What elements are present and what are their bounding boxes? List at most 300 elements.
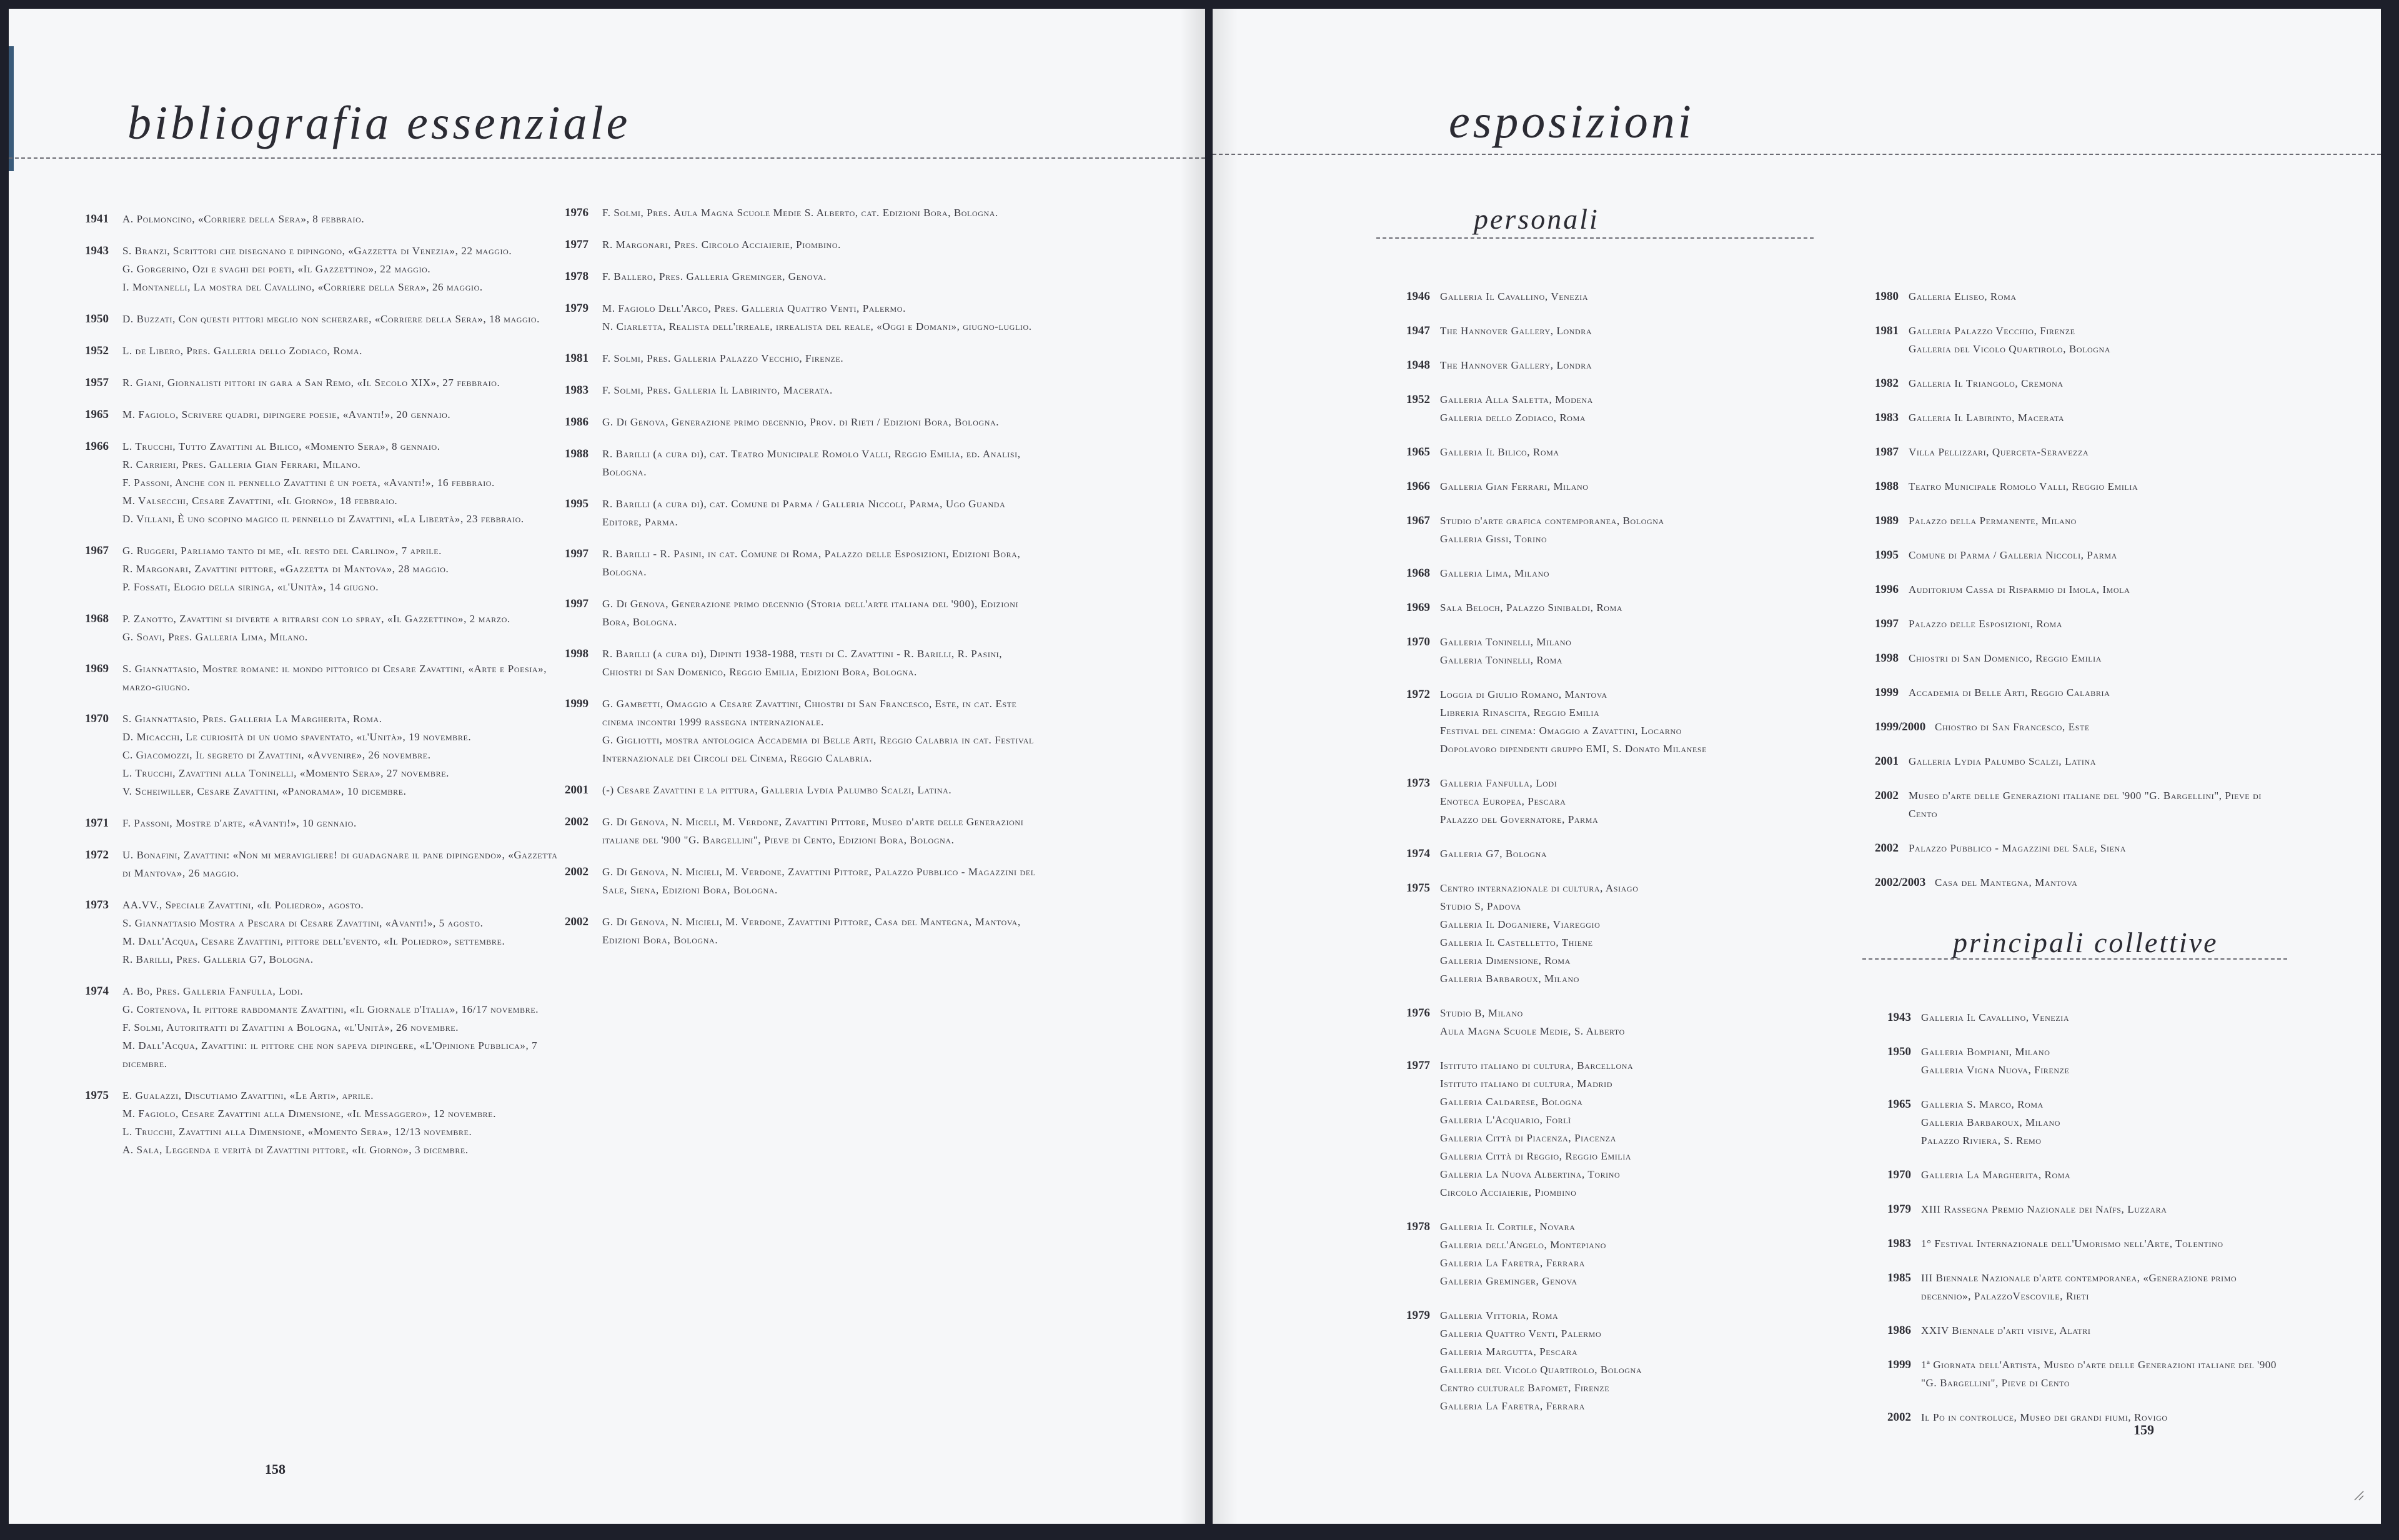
- entry-year: 1968: [85, 612, 109, 625]
- bibliography-entry: [565, 381, 1040, 399]
- venue-line: Galleria Barbaroux, Milano: [1921, 1116, 2061, 1128]
- venue-line: Galleria Lydia Palumbo Scalzi, Latina: [1909, 755, 2097, 767]
- venue-line: Museo d'arte delle Generazioni italiane del '900 "G. Bargellini", Pieve di Cento: [1909, 790, 2262, 820]
- bibliography-entry: [85, 242, 560, 296]
- entry-body: [122, 710, 560, 800]
- venue-line: Enoteca Europea, Pescara: [1440, 795, 1566, 807]
- bibliography-entry: [565, 695, 1040, 767]
- bibliography-title: bibliografia essenziale: [127, 97, 631, 149]
- entry-year: 1967: [85, 544, 109, 557]
- citation-line: R. Margonari, Zavattini pittore, «Gazzetta di Mantova», 28 maggio.: [122, 563, 449, 575]
- entry-year: 1967: [1406, 514, 1430, 527]
- venue-line: Galleria La Margherita, Roma: [1921, 1169, 2071, 1181]
- citation-line: F. Ballero, Pres. Galleria Greminger, Genova.: [602, 271, 827, 282]
- entry-body: [1909, 477, 2287, 495]
- entry-body: [602, 863, 1040, 899]
- entry-body: [1909, 683, 2287, 702]
- entry-body: [1440, 1056, 1837, 1201]
- entry-body: [122, 374, 560, 392]
- exhibition-entry: [1406, 685, 1837, 758]
- venue-line: Galleria Il Bilico, Roma: [1440, 446, 1559, 458]
- exhibition-entry: [1406, 1218, 1837, 1290]
- entry-year: 1983: [1875, 411, 1899, 424]
- entry-body: [1440, 512, 1837, 548]
- entry-body: [1921, 1166, 2287, 1184]
- entry-year: 1950: [1887, 1045, 1911, 1058]
- citation-line: M. Dall'Acqua, Cesare Zavattini, pittore dell'evento, «Il Poliedro», settembre.: [122, 935, 505, 947]
- entry-year: 1983: [565, 384, 589, 397]
- venue-line: Centro internazionale di cultura, Asiago: [1440, 882, 1639, 894]
- venue-line: Auditorium Cassa di Risparmio di Imola, Imola: [1909, 584, 2130, 595]
- entry-year: 1999: [1875, 686, 1899, 699]
- exhibition-entry: [1406, 564, 1837, 582]
- entry-body: [1440, 685, 1837, 758]
- venue-line: Galleria Il Labirinto, Macerata: [1909, 412, 2065, 424]
- venue-line: Galleria Caldarese, Bologna: [1440, 1096, 1583, 1108]
- citation-line: AA.VV., Speciale Zavattini, «Il Poliedro», agosto.: [122, 899, 364, 911]
- entry-body: [1440, 1306, 1837, 1415]
- entry-year: 1973: [85, 898, 109, 912]
- entry-year: 1998: [1875, 652, 1899, 665]
- entry-body: [1909, 839, 2287, 857]
- bibliography-entry: [565, 595, 1040, 631]
- venue-line: Studio d'arte grafica contemporanea, Bologna: [1440, 515, 1664, 527]
- entry-body: [602, 913, 1040, 949]
- exhibition-entry: [1406, 390, 1837, 427]
- exhibition-entry: [1406, 1056, 1837, 1201]
- bibliography-column-1: [85, 210, 560, 1173]
- venue-line: Galleria Toninelli, Milano: [1440, 636, 1572, 648]
- citation-line: R. Carrieri, Pres. Galleria Gian Ferrari, Milano.: [122, 459, 361, 470]
- citation-line: V. Scheiwiller, Cesare Zavattini, «Panorama», 10 dicembre.: [122, 785, 407, 797]
- venue-line: Circolo Acciaierie, Piombino: [1440, 1186, 1577, 1198]
- venue-line: Galleria La Faretra, Ferrara: [1440, 1257, 1586, 1269]
- entry-year: 1947: [1406, 324, 1430, 337]
- citation-line: R. Barilli, Pres. Galleria G7, Bologna.: [122, 953, 314, 965]
- entry-body: [1921, 1321, 2287, 1339]
- venue-line: Galleria Gissi, Torino: [1440, 533, 1547, 545]
- entry-body: [1921, 1234, 2287, 1253]
- entry-body: [602, 695, 1040, 767]
- entry-body: [1909, 443, 2287, 461]
- venue-line: Galleria Fanfulla, Lodi: [1440, 777, 1557, 789]
- entry-year: 1976: [1406, 1006, 1430, 1020]
- entry-body: [1440, 1218, 1837, 1290]
- entry-body: [602, 299, 1040, 335]
- citation-line: I. Montanelli, La mostra del Cavallino, «Corriere della Sera», 26 maggio.: [122, 281, 483, 293]
- citation-line: M. Valsecchi, Cesare Zavattini, «Il Giorno», 18 febbraio.: [122, 495, 398, 507]
- entry-body: [122, 660, 560, 696]
- bibliography-entry: [565, 781, 1040, 799]
- citation-line: S. Giannattasio, Mostre romane: il mondo pittorico di Cesare Zavattini, «Arte e Poesia», marzo-giugno.: [122, 663, 547, 693]
- venue-line: Sala Beloch, Palazzo Sinibaldi, Roma: [1440, 602, 1623, 614]
- venue-line: Loggia di Giulio Romano, Mantova: [1440, 688, 1607, 700]
- entry-body: [1909, 322, 2287, 358]
- entry-year: 1979: [1887, 1203, 1911, 1216]
- entry-year: 2002: [565, 815, 589, 828]
- venue-line: Galleria Il Triangolo, Cremona: [1909, 377, 2064, 389]
- citation-line: D. Micacchi, Le curiosità di un uomo spaventato, «l'Unità», 19 novembre.: [122, 731, 472, 743]
- entry-body: [1440, 390, 1837, 427]
- personali-column-2: [1875, 287, 2287, 908]
- exhibition-entry: [1406, 845, 1837, 863]
- exhibition-entry: [1406, 287, 1837, 306]
- citation-line: L. de Libero, Pres. Galleria dello Zodiaco, Roma.: [122, 345, 362, 357]
- entry-year: 1981: [1875, 324, 1899, 337]
- entry-year: 1979: [1406, 1309, 1430, 1322]
- entry-body: [1440, 879, 1837, 988]
- entry-body: [122, 405, 560, 424]
- entry-year: 1943: [1887, 1011, 1911, 1024]
- exhibition-entry: [1406, 774, 1837, 828]
- bibliography-entry: [565, 645, 1040, 681]
- entry-year: 1957: [85, 376, 109, 389]
- entry-body: [1440, 1004, 1837, 1040]
- entry-year: 1983: [1887, 1237, 1911, 1250]
- citation-line: P. Zanotto, Zavattini si diverte a ritrarsi con lo spray, «Il Gazzettino», 2 marzo.: [122, 613, 510, 625]
- venue-line: III Biennale Nazionale d'arte contemporanea, «Generazione primo decennio», PalazzoVescovile, Rieti: [1921, 1272, 2237, 1302]
- entry-body: [1440, 845, 1837, 863]
- citation-line: S. Giannattasio, Pres. Galleria La Margherita, Roma.: [122, 713, 382, 725]
- entry-year: 1970: [85, 712, 109, 725]
- citation-line: (-) Cesare Zavattini e la pittura, Galleria Lydia Palumbo Scalzi, Latina.: [602, 784, 952, 796]
- entry-body: [1921, 1043, 2287, 1079]
- venue-line: Comune di Parma / Galleria Niccoli, Parma: [1909, 549, 2117, 561]
- entry-body: [1909, 287, 2287, 306]
- entry-body: [1935, 718, 2287, 736]
- entry-year: 1985: [1887, 1271, 1911, 1284]
- left-page: [9, 9, 1205, 1524]
- venue-line: Studio B, Milano: [1440, 1007, 1523, 1019]
- spine-shadow: [1213, 9, 1238, 1524]
- citation-line: N. Ciarletta, Realista dell'irreale, irrealista del reale, «Oggi e Domani», giugno-luglio.: [602, 320, 1032, 332]
- citation-line: R. Giani, Giornalisti pittori in gara a San Remo, «Il Secolo XIX», 27 febbraio.: [122, 377, 500, 389]
- exhibition-entry: [1875, 443, 2287, 461]
- bibliography-entry: [565, 495, 1040, 531]
- citation-line: A. Polmoncino, «Corriere della Sera», 8 febbraio.: [122, 213, 365, 225]
- venue-line: Palazzo Riviera, S. Remo: [1921, 1135, 2042, 1146]
- citation-line: F. Solmi, Pres. Galleria Palazzo Vecchio, Firenze.: [602, 352, 844, 364]
- exhibition-entry: [1406, 633, 1837, 669]
- venue-line: Galleria G7, Bologna: [1440, 848, 1547, 860]
- venue-line: Galleria Eliseo, Roma: [1909, 291, 2017, 302]
- entry-year: 1981: [565, 352, 589, 365]
- citation-line: F. Solmi, Autoritratti di Zavattini a Bologna, «l'Unità», 26 novembre.: [122, 1021, 459, 1033]
- citation-line: E. Gualazzi, Discutiamo Zavattini, «Le Arti», aprile.: [122, 1090, 374, 1101]
- citation-line: A. Sala, Leggenda e verità di Zavattini pittore, «Il Giorno», 3 dicembre.: [122, 1144, 469, 1156]
- bibliography-entry: [85, 310, 560, 328]
- exhibition-entry: [1875, 580, 2287, 599]
- entry-year: 1975: [1406, 882, 1430, 895]
- collective-entry: [1887, 1043, 2287, 1079]
- entry-year: 1986: [1887, 1324, 1911, 1337]
- exhibition-entry: [1875, 649, 2287, 667]
- venue-line: Galleria dell'Angelo, Montepiano: [1440, 1239, 1606, 1251]
- bibliography-entry: [85, 814, 560, 832]
- citation-line: R. Barilli (a cura di), cat. Comune di Parma / Galleria Niccoli, Parma, Ugo Guanda Editore, Parma.: [602, 498, 1006, 528]
- entry-year: 1970: [1887, 1168, 1911, 1181]
- venue-line: Galleria Margutta, Pescara: [1440, 1346, 1578, 1358]
- exhibition-entry: [1406, 599, 1837, 617]
- venue-line: Centro culturale Bafomet, Firenze: [1440, 1382, 1610, 1394]
- entry-body: [1440, 774, 1837, 828]
- venue-line: Libreria Rinascita, Reggio Emilia: [1440, 707, 1600, 718]
- venue-line: Palazzo della Permanente, Milano: [1909, 515, 2077, 527]
- entry-year: 1974: [1406, 847, 1430, 860]
- citation-line: S. Giannattasio Mostra a Pescara di Cesare Zavattini, «Avanti!», 5 agosto.: [122, 917, 484, 929]
- entry-year: 2002: [565, 915, 589, 928]
- entry-year: 1965: [85, 408, 109, 421]
- entry-year: 1978: [565, 270, 589, 283]
- entry-year: 1966: [85, 440, 109, 453]
- entry-year: 1999/2000: [1875, 720, 1926, 733]
- citation-line: G. Di Genova, Generazione primo decennio (Storia dell'arte italiana del '900), Edizioni Bora, Bologna.: [602, 598, 1019, 628]
- venue-line: Aula Magna Scuole Medie, S. Alberto: [1440, 1025, 1625, 1037]
- venue-line: Palazzo Pubblico - Magazzini del Sale, Siena: [1909, 842, 2127, 854]
- venue-line: Palazzo del Governatore, Parma: [1440, 813, 1599, 825]
- entry-year: 1952: [1406, 393, 1430, 406]
- entry-year: 2001: [1875, 755, 1899, 768]
- entry-year: 1968: [1406, 567, 1430, 580]
- venue-line: Studio S, Padova: [1440, 900, 1521, 912]
- exhibition-entry: [1875, 322, 2287, 358]
- entry-body: [602, 381, 1040, 399]
- citation-line: F. Solmi, Pres. Aula Magna Scuole Medie S. Alberto, cat. Edizioni Bora, Bologna.: [602, 207, 998, 219]
- page-number: 159: [2133, 1422, 2154, 1438]
- collective-entry: [1887, 1095, 2287, 1150]
- entry-body: [602, 349, 1040, 367]
- entry-body: [122, 814, 560, 832]
- exhibition-entry: [1875, 287, 2287, 306]
- collective-entry: [1887, 1166, 2287, 1184]
- entry-body: [602, 413, 1040, 431]
- bibliography-entry: [565, 349, 1040, 367]
- entry-year: 2001: [565, 783, 589, 797]
- venue-line: Galleria Dimensione, Roma: [1440, 955, 1571, 966]
- citation-line: U. Bonafini, Zavattini: «Non mi meravigliere! di guadagnare il pane dipingendo», «Gazzetta di Mantova», 26 maggio.: [122, 849, 558, 879]
- entry-year: 1995: [565, 497, 589, 510]
- exhibition-entry: [1406, 1306, 1837, 1415]
- entry-year: 1986: [565, 415, 589, 429]
- citation-line: G. Di Genova, N. Micieli, M. Verdone, Zavattini Pittore, Palazzo Pubblico - Magazzini del Sale, Siena, Edizioni Bora, Bologna.: [602, 866, 1036, 896]
- entry-body: [122, 896, 560, 968]
- venue-line: Galleria Il Cortile, Novara: [1440, 1221, 1576, 1233]
- entry-body: [122, 846, 560, 882]
- entry-year: 1941: [85, 212, 109, 226]
- exhibition-entry: [1875, 718, 2287, 736]
- entry-year: 1943: [85, 244, 109, 257]
- citation-line: G. Gigliotti, mostra antologica Accademia di Belle Arti, Reggio Calabria in cat. Festival Internazionale dei Circoli del Cinema, Reggio Calabria.: [602, 734, 1034, 764]
- entry-body: [1909, 409, 2287, 427]
- venue-line: Istituto italiano di cultura, Barcellona: [1440, 1060, 1634, 1071]
- entry-year: 1989: [1875, 514, 1899, 527]
- entry-year: 1987: [1875, 445, 1899, 459]
- bibliography-entry: [85, 374, 560, 392]
- entry-year: 1969: [1406, 601, 1430, 614]
- bibliography-entry: [565, 545, 1040, 581]
- entry-year: 1995: [1875, 549, 1899, 562]
- bibliography-entry: [565, 863, 1040, 899]
- entry-body: [1440, 564, 1837, 582]
- entry-year: 1980: [1875, 290, 1899, 303]
- citation-line: P. Fossati, Elogio della siringa, «l'Unità», 14 giugno.: [122, 581, 379, 593]
- bibliography-entry: [85, 982, 560, 1073]
- entry-year: 1970: [1406, 635, 1430, 648]
- entry-body: [122, 242, 560, 296]
- entry-year: 1971: [85, 817, 109, 830]
- entry-year: 1996: [1875, 583, 1899, 596]
- exhibitions-title: esposizioni: [1449, 96, 1694, 148]
- exhibition-entry: [1875, 512, 2287, 530]
- collettive-column: [1887, 1008, 2287, 1443]
- bibliography-entry: [85, 846, 560, 882]
- venue-line: Galleria Toninelli, Roma: [1440, 654, 1563, 666]
- citation-line: M. Fagiolo, Scrivere quadri, dipingere poesie, «Avanti!», 20 gennaio.: [122, 409, 451, 420]
- venue-line: Galleria Lima, Milano: [1440, 567, 1550, 579]
- entry-body: [122, 310, 560, 328]
- entry-body: [1440, 287, 1837, 306]
- exhibition-entry: [1406, 477, 1837, 495]
- venue-line: Galleria Il Cavallino, Venezia: [1440, 291, 1589, 302]
- entry-body: [122, 1086, 560, 1159]
- exhibition-entry: [1875, 409, 2287, 427]
- venue-line: Galleria Città di Reggio, Reggio Emilia: [1440, 1150, 1632, 1162]
- entry-body: [1921, 1356, 2287, 1392]
- exhibition-entry: [1875, 752, 2287, 770]
- entry-body: [1440, 477, 1837, 495]
- citation-line: R. Barilli - R. Pasini, in cat. Comune di Roma, Palazzo delle Esposizioni, Edizioni Bora, Bologna.: [602, 548, 1021, 578]
- citation-line: F. Passoni, Anche con il pennello Zavattini è un poeta, «Avanti!», 16 febbraio.: [122, 477, 495, 489]
- exhibition-entry: [1406, 512, 1837, 548]
- bibliography-entry: [85, 342, 560, 360]
- citation-line: D. Buzzati, Con questi pittori meglio non scherzare, «Corriere della Sera», 18 maggio.: [122, 313, 540, 325]
- collective-entry: [1887, 1269, 2287, 1305]
- entry-body: [602, 236, 1040, 254]
- citation-line: G. Soavi, Pres. Galleria Lima, Milano.: [122, 631, 308, 643]
- bibliography-entry: [565, 236, 1040, 254]
- exhibition-entry: [1875, 683, 2287, 702]
- citation-line: M. Dall'Acqua, Zavattini: il pittore che non sapeva dipingere, «L'Opinione Pubblica», 7 dicembre.: [122, 1040, 538, 1070]
- entry-year: 1999: [565, 697, 589, 710]
- venue-line: Accademia di Belle Arti, Reggio Calabria: [1909, 687, 2110, 698]
- exhibition-entry: [1406, 1004, 1837, 1040]
- entry-year: 2002: [565, 865, 589, 878]
- entry-year: 1948: [1406, 359, 1430, 372]
- venue-line: Galleria Bompiani, Milano: [1921, 1046, 2050, 1058]
- venue-line: Festival del cinema: Omaggio a Zavattini, Locarno: [1440, 725, 1682, 737]
- bibliography-entry: [85, 710, 560, 800]
- citation-line: G. Di Genova, N. Miceli, M. Verdone, Zavattini Pittore, Museo d'arte delle Generazioni italiane del '900 "G. Bargellini", Pieve di Cento, Edizioni Bora, Bologna.: [602, 816, 1024, 846]
- venue-line: The Hannover Gallery, Londra: [1440, 325, 1592, 337]
- venue-line: Chiostro di San Francesco, Este: [1935, 721, 2090, 733]
- entry-body: [1440, 356, 1837, 374]
- citation-line: R. Margonari, Pres. Circolo Acciaierie, Piombino.: [602, 239, 841, 251]
- bibliography-entry: [85, 896, 560, 968]
- venue-line: XXIV Biennale d'arti visive, Alatri: [1921, 1324, 2091, 1336]
- bibliography-entry: [85, 610, 560, 646]
- entry-year: 1982: [1875, 377, 1899, 390]
- bibliography-entry: [565, 204, 1040, 222]
- venue-line: Galleria del Vicolo Quartirolo, Bologna: [1440, 1364, 1642, 1376]
- venue-line: Galleria Il Doganiere, Viareggio: [1440, 918, 1601, 930]
- bibliography-entry: [565, 413, 1040, 431]
- exhibition-entry: [1875, 787, 2287, 823]
- entry-body: [1909, 787, 2287, 823]
- entry-body: [1440, 443, 1837, 461]
- exhibition-entry: [1875, 839, 2287, 857]
- entry-body: [1440, 322, 1837, 340]
- venue-line: Galleria Quattro Venti, Palermo: [1440, 1328, 1602, 1339]
- entry-body: [1909, 649, 2287, 667]
- bibliography-entry: [85, 405, 560, 424]
- citation-line: R. Barilli (a cura di), Dipinti 1938-1988, testi di C. Zavattini - R. Barilli, R. Pasini, Chiostri di San Domenico, Reggio Emilia, Edizioni Bora, Bologna.: [602, 648, 1003, 678]
- exhibition-entry: [1875, 477, 2287, 495]
- entry-body: [1909, 752, 2287, 770]
- bibliography-entry: [565, 445, 1040, 481]
- venue-line: Galleria dello Zodiaco, Roma: [1440, 412, 1586, 424]
- page-edge-strip: [9, 46, 14, 171]
- venue-line: The Hannover Gallery, Londra: [1440, 359, 1592, 371]
- entry-body: [1921, 1269, 2287, 1305]
- entry-year: 1999: [1887, 1358, 1911, 1371]
- bibliography-entry: [565, 267, 1040, 286]
- entry-year: 1974: [85, 985, 109, 998]
- entry-body: [602, 267, 1040, 286]
- venue-line: Galleria L'Acquario, Forlì: [1440, 1114, 1571, 1126]
- venue-line: Galleria Vigna Nuova, Firenze: [1921, 1064, 2070, 1076]
- venue-line: Istituto italiano di cultura, Madrid: [1440, 1078, 1612, 1090]
- entry-year: 1946: [1406, 290, 1430, 303]
- entry-year: 1972: [85, 848, 109, 862]
- venue-line: Galleria Il Cavallino, Venezia: [1921, 1011, 2070, 1023]
- entry-year: 1965: [1406, 445, 1430, 459]
- bibliography-entry: [85, 660, 560, 696]
- venue-line: Teatro Municipale Romolo Valli, Reggio Emilia: [1909, 480, 2138, 492]
- collective-entry: [1887, 1234, 2287, 1253]
- entry-year: 1977: [1406, 1059, 1430, 1072]
- entry-year: 1978: [1406, 1220, 1430, 1233]
- venue-line: Il Po in controluce, Museo dei grandi fiumi, Rovigo: [1921, 1411, 2168, 1423]
- entry-year: 1977: [565, 238, 589, 251]
- citation-line: G. Di Genova, N. Micieli, M. Verdone, Zavattini Pittore, Casa del Mantegna, Mantova, Edizioni Bora, Bologna.: [602, 916, 1021, 946]
- citation-line: S. Branzi, Scrittori che disegnano e dipingono, «Gazzetta di Venezia», 22 maggio.: [122, 245, 512, 257]
- collective-entry: [1887, 1356, 2287, 1392]
- venue-line: Galleria del Vicolo Quartirolo, Bologna: [1909, 343, 2111, 355]
- bibliography-entry: [565, 913, 1040, 949]
- bibliography-entry: [85, 210, 560, 228]
- citation-line: L. Trucchi, Zavattini alla Toninelli, «Momento Sera», 27 novembre.: [122, 767, 449, 779]
- collective-entry: [1887, 1200, 2287, 1218]
- entry-body: [602, 595, 1040, 631]
- title-rule: [9, 157, 1205, 159]
- venue-line: Galleria Il Castelletto, Thiene: [1440, 936, 1593, 948]
- entry-body: [1440, 633, 1837, 669]
- venue-line: 1° Festival Internazionale dell'Umorismo nell'Arte, Tolentino: [1921, 1238, 2223, 1249]
- venue-line: XIII Rassegna Premio Nazionale dei Naïfs, Luzzara: [1921, 1203, 2167, 1215]
- citation-line: M. Fagiolo Dell'Arco, Pres. Galleria Quattro Venti, Palermo.: [602, 302, 906, 314]
- citation-line: L. Trucchi, Zavattini alla Dimensione, «Momento Sera», 12/13 novembre.: [122, 1126, 472, 1138]
- entry-year: 1997: [565, 597, 589, 610]
- title-rule: [1213, 154, 2381, 155]
- entry-year: 1997: [565, 547, 589, 560]
- bibliography-column-2: [565, 204, 1040, 963]
- exhibition-entry: [1875, 615, 2287, 633]
- exhibition-entry: [1875, 873, 2287, 892]
- entry-body: [1921, 1095, 2287, 1150]
- entry-year: 1975: [85, 1089, 109, 1102]
- citation-line: C. Giacomozzi, Il segreto di Zavattini, «Avvenire», 26 novembre.: [122, 749, 431, 761]
- collective-entry: [1887, 1008, 2287, 1026]
